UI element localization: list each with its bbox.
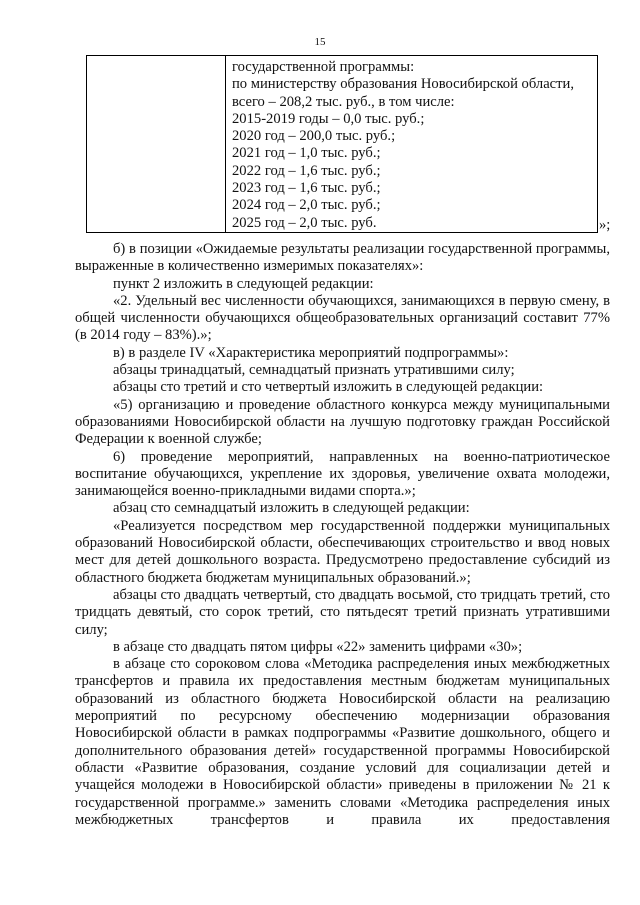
table-line: государственной программы: xyxy=(232,59,415,75)
table-line: 2024 год – 2,0 тыс. руб.; xyxy=(232,197,381,214)
paragraph: «2. Удельный вес численности обучающихся, занимающихся в первую смену, в общей численности обучающихся общеобразовательных организаций составит 77% (в 2014 году – 83%).»; xyxy=(75,292,610,344)
table-line: 2025 год – 2,0 тыс. руб. xyxy=(232,214,377,231)
table-line: 2021 год – 1,0 тыс. руб.; xyxy=(232,145,381,162)
paragraph: абзацы сто двадцать четвертый, сто двадцать восьмой, сто тридцать третий, сто тридцать девятый, сто сорок третий, сто пятьдесят третий признать утратившими силу; xyxy=(75,586,610,638)
paragraph: 6) проведение мероприятий, направленных на военно-патриотическое воспитание обучающихся, укрепление их здоровья, увеличение охвата молодежи, занимающейся военно-прикладными видами спорта.»; xyxy=(75,448,610,500)
financing-table xyxy=(86,55,598,233)
paragraph: абзацы тринадцатый, семнадцатый признать утратившими силу; xyxy=(113,362,515,379)
paragraph: «Реализуется посредством мер государственной поддержки муниципальных образований Новосибирской области, обеспечивающих строительство и ввод новых мест для детей дошкольного возраста. Предусмотрено предоставление субсидий из областного бюджета бюджетам муниципальных образований.»; xyxy=(75,517,610,586)
page-number: 15 xyxy=(314,36,326,48)
table-line: по министерству образования Новосибирской области, xyxy=(232,76,574,93)
paragraph: б) в позиции «Ожидаемые результаты реализации государственной программы, выраженные в количественно измеримых показателях»: xyxy=(75,241,610,275)
paragraph: абзацы сто третий и сто четвертый изложить в следующей редакции: xyxy=(113,379,544,396)
table-line: 2020 год – 200,0 тыс. руб.; xyxy=(232,128,396,145)
document-body xyxy=(75,241,610,829)
table-line: 2023 год – 1,6 тыс. руб.; xyxy=(232,180,381,197)
table-line: всего – 208,2 тыс. руб., в том числе: xyxy=(232,93,455,110)
table-line: 2022 год – 1,6 тыс. руб.; xyxy=(232,162,381,179)
table-line: 2015-2019 годы – 0,0 тыс. руб.; xyxy=(232,110,425,127)
paragraph: «5) организацию и проведение областного конкурса между муниципальными образованиями Новосибирской области на лучшую подготовку граждан Российской Федерации к военной службе; xyxy=(75,396,610,448)
paragraph: в абзаце сто двадцать пятом цифры «22» заменить цифрами «30»; xyxy=(113,638,523,655)
paragraph: пункт 2 изложить в следующей редакции: xyxy=(113,275,374,292)
paragraph: абзац сто семнадцатый изложить в следующей редакции: xyxy=(113,500,470,517)
table-closing-quote: »; xyxy=(599,217,611,233)
paragraph: в) в разделе IV «Характеристика мероприятий подпрограммы»: xyxy=(113,344,509,361)
paragraph: в абзаце сто сороковом слова «Методика распределения иных межбюджетных трансфертов и правила их предоставления местным бюджетам муниципальных образований из областного бюджета Новосибирской области на реализацию мероприятий по ресурсному обеспечению модернизации образования Новосибирской области в рамках подпрограммы «Развитие дошкольного, общего и дополнительного образования детей» государственной программы Новосибирской области «Развитие образования, создание условий для социализации детей и учащейся молодежи в Новосибирской области» приведены в приложении № 21 к государственной программе.» заменить словами «Методика распределения иных межбюджетных трансфертов и правила их предоставления xyxy=(75,656,610,828)
table-column-divider xyxy=(225,56,226,232)
table-cell-financing xyxy=(232,59,595,232)
